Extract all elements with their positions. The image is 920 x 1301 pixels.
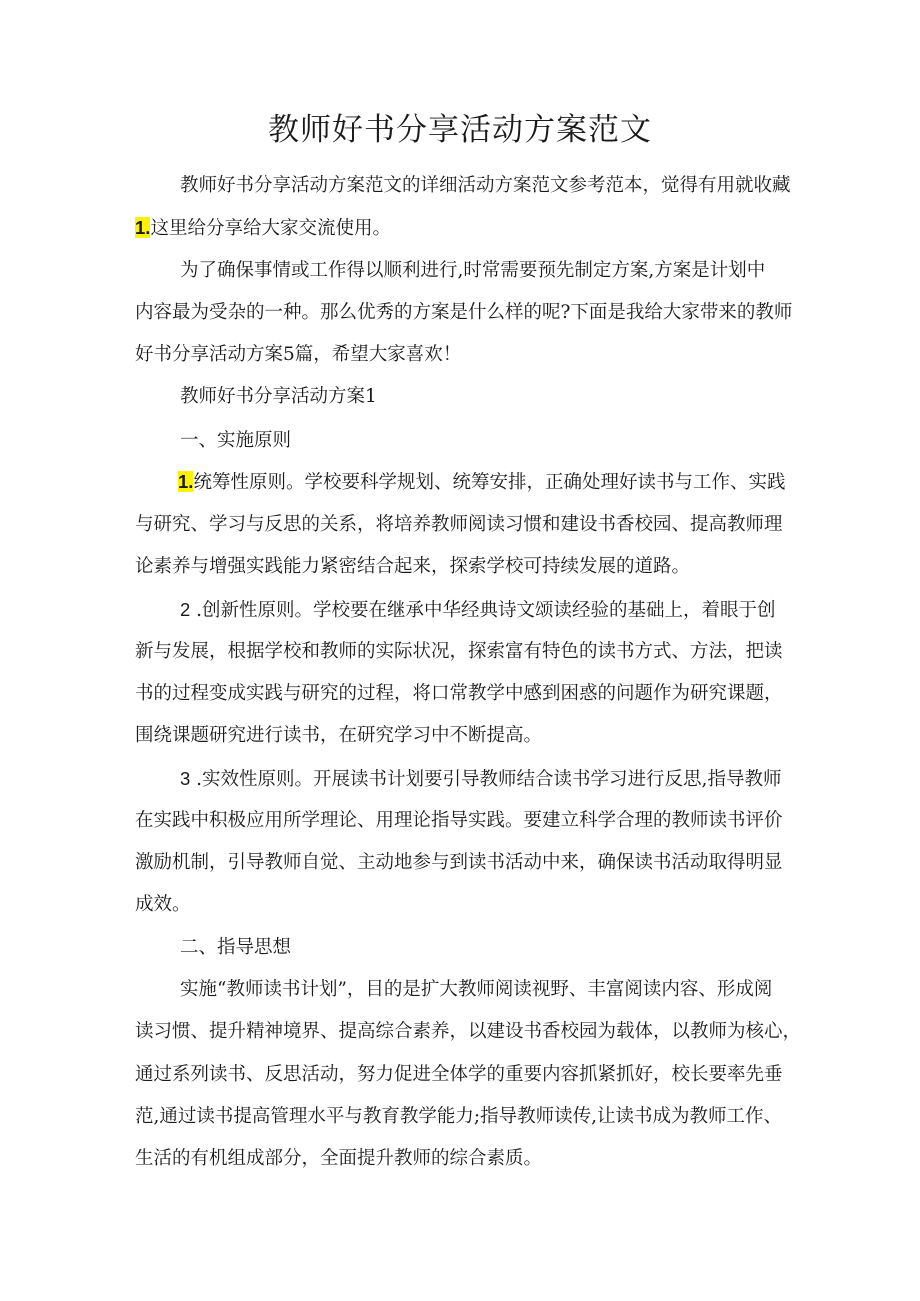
principle-3-line-1 (180, 764, 781, 795)
principle-2-line-1 (180, 595, 776, 626)
principle-2-text: .创新性原则。学校要在继承中华经典诗文颂读经验的基础上，着眼于创 (190, 600, 776, 621)
principle-1-line-1 (178, 467, 785, 498)
guidance-line-2: 读习惯、提升精神境界、提高综合素养，以建设书香校园为载体，以教师为核心， (135, 1021, 802, 1042)
guidance-line-4: 范,通过读书提高管理水平与教育教学能力;指导教师读传,让读书成为教师工作、 (135, 1106, 782, 1127)
principle-3-text: .实效性原则。开展读书计划要引导教师结合读书学习进行反思,指导教师 (190, 769, 782, 790)
principle-1-line-3: 论素养与增强实践能力紧密结合起来，探索学校可持续发展的道路。 (135, 556, 691, 577)
principle-3-line-2: 在实践中积极应用所学理论、用理论指导实践。要建立科学合理的教师读书评价 (135, 810, 783, 831)
principle-1-text: 统筹性原则。学校要科学规划、统筹安排，正确处理好读书与工作、实践 (193, 472, 786, 493)
principle-3-line-4: 成效。 (135, 894, 191, 915)
principle-2-number: 2 (180, 599, 191, 620)
preface-line-2: 内容最为受杂的一种。那么优秀的方案是什么样的呢?下面是我给大家带来的教师 (135, 302, 793, 323)
principle-3-number: 3 (180, 768, 191, 789)
plan-1-heading: 教师好书分享活动方案1 (180, 386, 377, 407)
document-title: 教师好书分享活动方案范文 (268, 112, 652, 148)
section-2-heading: 二、指导思想 (180, 937, 292, 958)
principle-1-line-2: 与研究、学习与反思的关系，将培养教师阅读习惯和建设书香校园、提高教师理 (135, 514, 783, 535)
principle-2-line-3: 书的过程变成实践与研究的过程，将口常教学中感到困惑的问题作为研究课题， (135, 683, 783, 704)
intro-line-1: 教师好书分享活动方案范文的详细活动方案范文参考范本，觉得有用就收藏 (180, 175, 791, 196)
intro-line-2 (135, 213, 391, 244)
principle-2-line-4: 围绕课题研究进行读书，在研究学习中不断提高。 (135, 725, 543, 746)
principle-2-line-2: 新与发展，根据学校和教师的实际状况，探索富有特色的读书方式、方法，把读 (135, 641, 783, 662)
preface-line-1: 为了确保事情或工作得以顺利进行,时常需要预先制定方案,方案是计划中 (180, 260, 766, 281)
principle-3-line-3: 激励机制，引导教师自觉、主动地参与到读书活动中来，确保读书活动取得明显 (135, 852, 783, 873)
guidance-line-3: 通过系列读书、反思活动，努力促进全体学的重要内容抓紧抓好，校长要率先垂 (135, 1064, 783, 1085)
preface-line-3: 好书分享活动方案5篇，希望大家喜欢！ (135, 344, 462, 365)
guidance-line-5: 生活的有机组成部分，全面提升教师的综合素质。 (135, 1148, 543, 1169)
highlight-marker: 1. (178, 471, 194, 492)
guidance-line-1: 实施“教师读书计划”，目的是扩大教师阅读视野、丰富阅读内容、形成阅 (180, 979, 773, 1000)
intro-line-2-text: 这里给分享给大家交流使用。 (150, 218, 391, 239)
highlight-marker: 1. (135, 217, 151, 238)
section-1-heading: 一、实施原则 (180, 430, 292, 451)
